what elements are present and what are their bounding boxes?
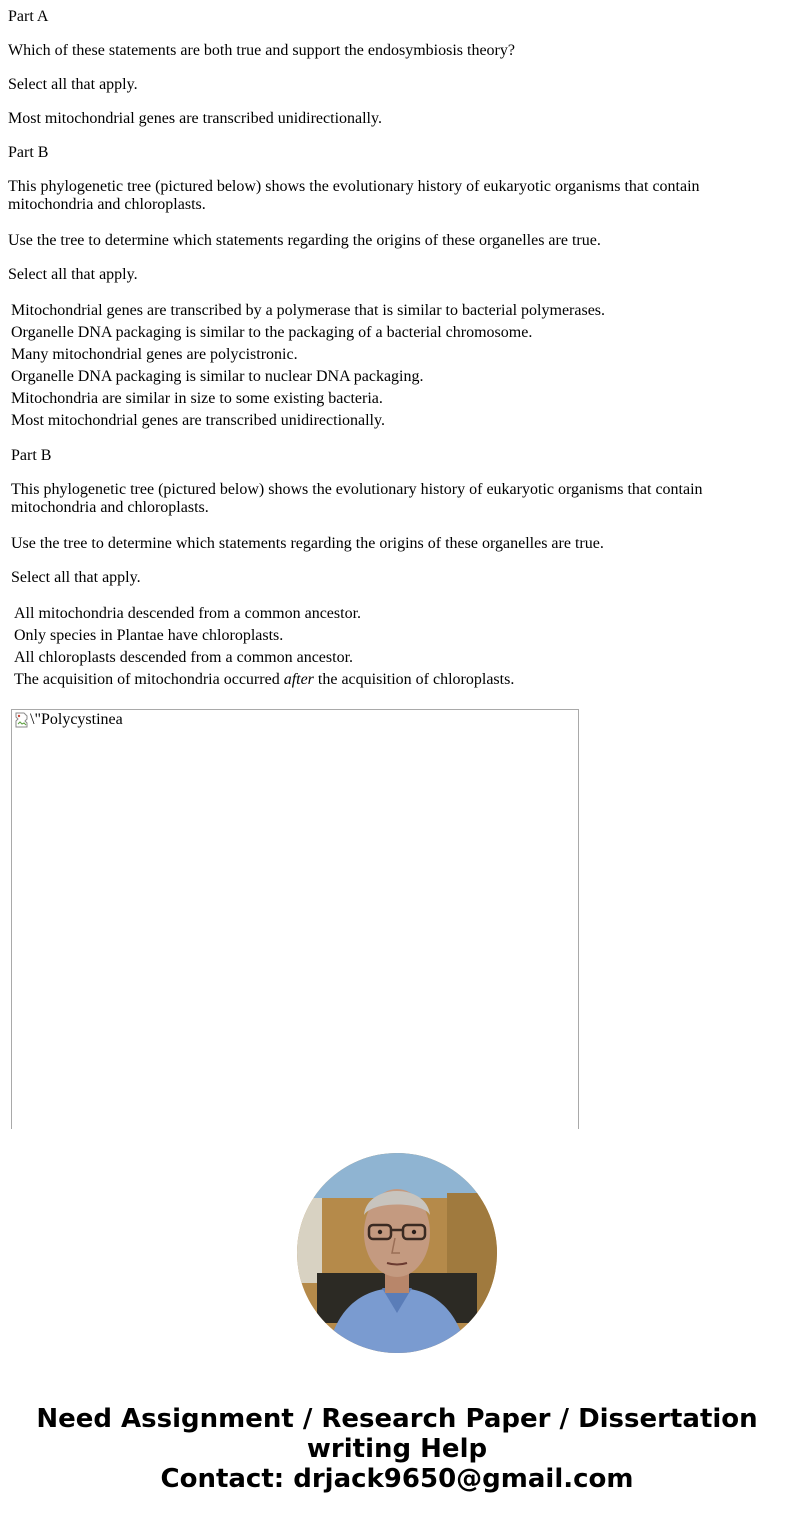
option-text-after: the acquisition of chloroplasts. (313, 671, 515, 688)
part-b-heading: Part B (8, 144, 49, 161)
use-tree-text: Use the tree to determine which statements regarding the origins of these organelles are true. (8, 232, 601, 249)
tree-intro-text: This phylogenetic tree (pictured below) shows the evolutionary history of eukaryotic organisms that contain mitochondria and chloroplasts. (8, 178, 700, 213)
contact-email[interactable]: Contact: drjack9650@gmail.com (160, 1464, 634, 1494)
option-item[interactable] (14, 669, 514, 691)
option-item[interactable]: Organelle DNA packaging is similar to the packaging of a bacterial chromosome. (11, 324, 533, 341)
promo-heading-line2: writing Help (306, 1434, 488, 1464)
option-item[interactable]: Mitochondria are similar in size to some existing bacteria. (11, 390, 383, 407)
instruction-text: Select all that apply. (8, 76, 138, 93)
broken-image-icon (14, 712, 30, 728)
answer-text: Most mitochondrial genes are transcribed unidirectionally. (8, 110, 382, 127)
tree-intro-text: This phylogenetic tree (pictured below) shows the evolutionary history of eukaryotic organisms that contain mitochondria and chloroplasts. (11, 481, 703, 516)
instruction-text: Select all that apply. (11, 569, 141, 586)
part-b-heading: Part B (11, 447, 52, 464)
image-alt-text: \"Polycystinea (30, 711, 123, 728)
author-avatar (297, 1153, 497, 1353)
promo-heading-line1: Need Assignment / Research Paper / Dissertation (36, 1404, 758, 1434)
phylogenetic-tree-image (11, 709, 579, 1129)
use-tree-text: Use the tree to determine which statements regarding the origins of these organelles are true. (11, 535, 604, 552)
option-item[interactable]: Many mitochondrial genes are polycistronic. (11, 346, 298, 363)
option-item[interactable]: Mitochondrial genes are transcribed by a polymerase that is similar to bacterial polymerases. (11, 302, 606, 319)
option-item[interactable]: Most mitochondrial genes are transcribed unidirectionally. (11, 412, 385, 429)
option-item[interactable]: Only species in Plantae have chloroplasts. (14, 627, 284, 644)
option-text-before: The acquisition of mitochondria occurred (14, 671, 284, 688)
option-item[interactable]: All chloroplasts descended from a common ancestor. (14, 649, 354, 666)
question-text: Which of these statements are both true and support the endosymbiosis theory? (8, 42, 515, 59)
instruction-text: Select all that apply. (8, 266, 138, 283)
option-item[interactable]: Organelle DNA packaging is similar to nuclear DNA packaging. (11, 368, 424, 385)
part-a-heading: Part A (8, 8, 49, 25)
option-text-emphasis: after (283, 671, 314, 688)
option-item[interactable]: All mitochondria descended from a common ancestor. (14, 605, 362, 622)
